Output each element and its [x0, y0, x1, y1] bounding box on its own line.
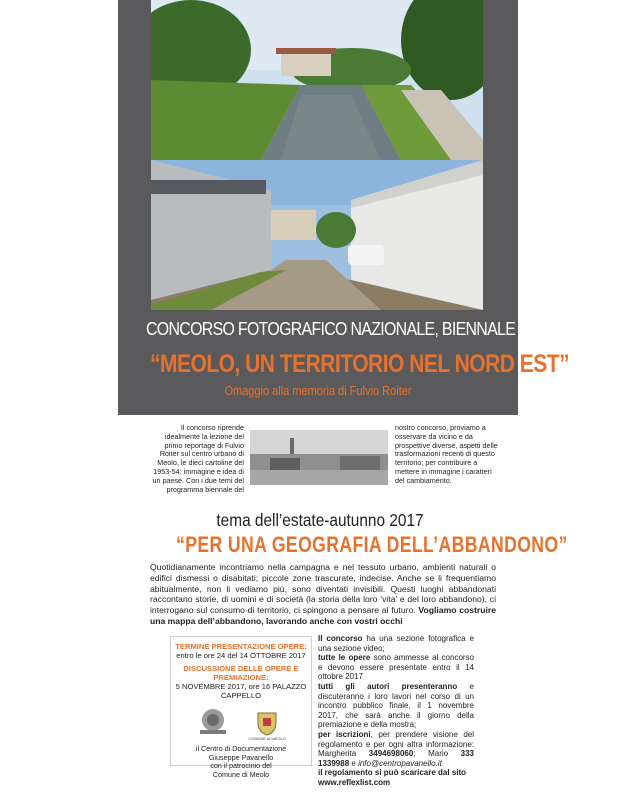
intro-left-text: Il concorso riprende idealmente la lezione del primo reportage di Fulvio Roiter sul centro urbano di Meolo, le dieci cartoline del 1953-54: immagine e idea di un paese. Con i due temi del programma biennale del: [152, 423, 244, 494]
theme-title: tema dell’estate-autunno 2017: [216, 510, 424, 530]
theme-body-text: Quotidianamente incontriamo nella campagna e nel tessuto urbano, ambienti naturali o edifici dismessi o disabitati; piccole zone trascurate, indecise. Anche se li frequentiamo abitualmente, non li vediamo più, sono diventati invisibili. Questi luoghi abbandonati raccontano storie, di uomini e di società (la storia della loro ‘vita’ e del loro abbandono), ci interrogano sul consumo di territorio, ci spingono a pensare al futuro.: [150, 562, 496, 616]
rules-paragraph-1: [318, 634, 474, 653]
subtitle: Omaggio alla memoria di Fulvio Roiter: [224, 384, 412, 398]
rules-p3-bold: tutti gli autori presenteranno: [318, 681, 458, 691]
rules-p1-bold: Il concorso: [318, 634, 363, 643]
rules-paragraph-5: [318, 768, 474, 778]
rules-p1-text: ha una sezione fotografica e una sezione video;: [318, 634, 474, 653]
theme-body: [150, 562, 496, 627]
rules-p3-text: e discuteranno i loro lavori nel corso di un incontro pubblico finale, il 1 novembre 2017, che sarà anche il giorno della premiazione e della mostra;: [318, 681, 474, 730]
contest-title: CONCORSO FOTOGRAFICO NAZIONALE, BIENNALE (2017-2018): [146, 318, 598, 339]
centro-pavanello-logo-icon: [196, 706, 230, 741]
centro-line-3: con il patrocinio del: [210, 761, 272, 771]
rules-p4-mid: ; Mario: [413, 749, 461, 759]
comune-crest-icon: [255, 710, 279, 736]
phone-number-2: 333 1339988: [318, 749, 474, 768]
intro-right-text: nostro concorso, proviamo a osservare da vicino e da prospettive diverse, aspetti delle trasformazioni recenti di questo territorio; per contribuire a mettere in immagine i caratteri del cambiamento.: [395, 423, 498, 485]
rules-p4-bold: per iscrizioni: [318, 729, 371, 739]
discussion-label: DISCUSSIONE DELLE OPERE E PREMIAZIONE:: [183, 664, 299, 682]
rules-paragraph-4: [318, 730, 474, 768]
email-link[interactable]: info@centropavanello.it: [358, 758, 442, 768]
rules-paragraph-3: [318, 682, 474, 730]
discussion-value: 5 NOVEMBRE 2017, ore 16 PALAZZO CAPPELLO: [175, 682, 307, 700]
rules-p5-text: il regolamento si può scaricare dal sito: [318, 768, 467, 778]
centro-line-4: Comune di Meolo: [212, 769, 270, 779]
centro-line-2: Giuseppe Pavanello: [208, 752, 274, 762]
rules-p2-bold: tutte le opere: [318, 653, 371, 663]
rules-paragraph-6: [318, 778, 474, 788]
canal-photo: [151, 0, 483, 160]
phone-number-1: 3494698060: [368, 749, 414, 759]
rules-column: [318, 634, 474, 788]
main-title: “MEOLO, UN TERRITORIO NEL NORD EST”: [150, 350, 570, 378]
centro-line-1: il Centro di Documentazione: [195, 744, 287, 753]
organizer-text: [171, 745, 311, 779]
warehouse-photo: [151, 160, 483, 310]
comune-logo-caption: COMUNE di MEOLO: [248, 736, 286, 741]
info-box: [170, 636, 312, 779]
rules-paragraph-2: [318, 653, 474, 682]
comune-meolo-crest: [248, 710, 286, 741]
rules-p4-text: , per prendere visione del regolamento e per ogni altra informazione: Margherita: [318, 729, 474, 759]
website-link[interactable]: www.reflexlist.com: [318, 777, 391, 787]
deadline-value: entro le ore 24 del 14 OTTOBRE 2017: [176, 651, 306, 660]
vintage-postcard-photo: [250, 430, 388, 485]
rules-p2-text: sono ammesse al concorso e devono essere presentate entro il 14 ottobre 2017: [318, 653, 475, 682]
logos-row: [171, 706, 311, 741]
theme-headline: “PER UNA GEOGRAFIA DELL’ABBANDONO”: [176, 532, 568, 557]
theme-body-bold: Vogliamo costruire una mappa dell’abbandono, lavorando anche con vostri occhi: [150, 605, 497, 626]
rules-p4-and: e: [349, 758, 359, 768]
deadline-label: TERMINE PRESENTAZIONE OPERE:: [175, 642, 307, 651]
